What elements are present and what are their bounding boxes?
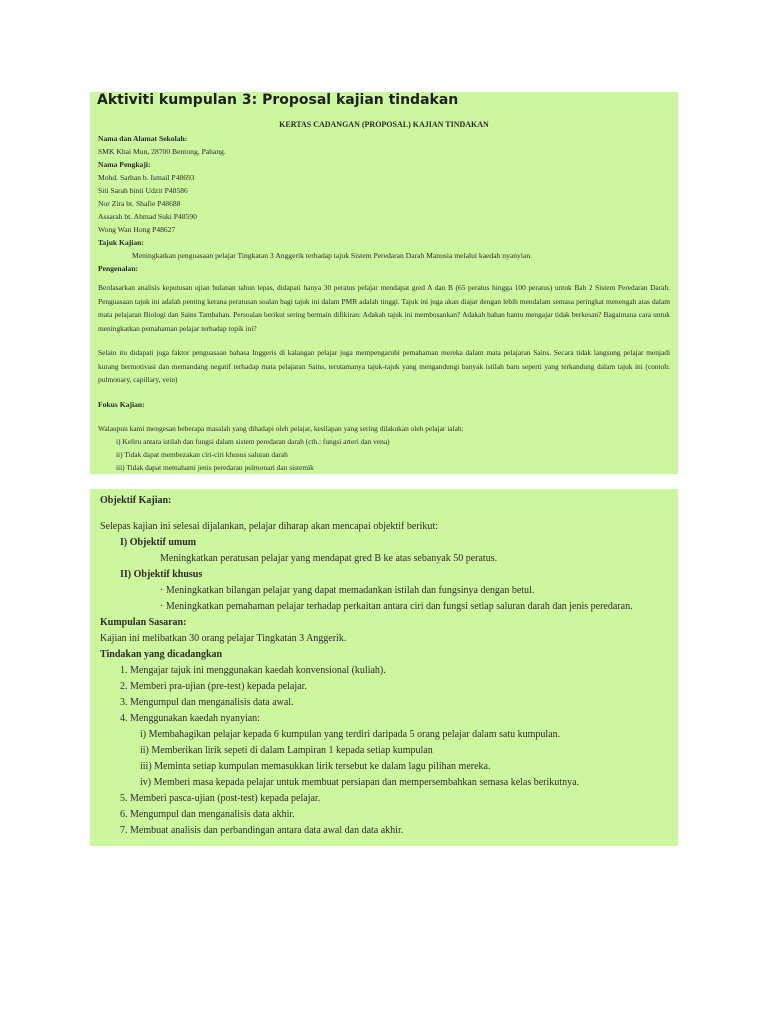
proposal-panel [90, 92, 678, 474]
intro-paragraph-1: Berdasarkan analisis keputusan ujian bulanan tahun lepas, didapati hanya 30 peratus pelajar mendapat gred A dan B (65 peratus hingga 100 peratus) untuk Bab 2 Sistem Peredaran Darah. Penguasaan tajuk ini adalah penting kerana peratusan soalan bagi tajuk ini dalam PMR adalah tinggi. Tajuk ini juga akan diajar dengan lebih mendalam semasa peringkat menengah atas dalam mata pelajaran Biologi dan Sains Tambahan. Persoalan berikut sering bermain difikiran: Adakah tajuk ini membosankan? Adakah bahan bantu mengajar tidak berkesan? Bagaimana cara untuk meningkatkan pemahaman pelajar terhadap topik ini? [98, 283, 670, 333]
focus-item: i) Keliru antara istilah dan fungsi dalam sistem peredaran darah (cth.: fungsi arteri dan vena) [116, 437, 390, 446]
actions-label: Tindakan yang dicadangkan [100, 649, 223, 660]
topic-label: Tajuk Kajian: [98, 238, 144, 247]
sub-action-item: iv) Memberi masa kepada pelajar untuk membuat persiapan dan mempersembahkan semasa kelas berikutnya. [140, 777, 580, 788]
focus-item: ii) Tidak dapat membezakan ciri-ciri khusus saluran darah [116, 450, 288, 459]
school-label: Nama dan Alamat Sekolah: [98, 134, 188, 143]
focus-intro: Walaupun kami mengesan beberapa masalah yang dihadapi oleh pelajar, kesilapan yang sering dilakukan oleh pelajar ialah: [98, 424, 464, 433]
intro-label: Pengenalan: [98, 264, 139, 273]
action-item: 4. Menggunakan kaedah nyanyian: [120, 713, 260, 724]
objective-intro: Selepas kajian ini selesai dijalankan, pelajar diharap akan mencapai objektif berikut: [100, 521, 438, 532]
focus-label-text: Fokus Kajian: [98, 400, 145, 409]
objectives-panel [90, 489, 678, 846]
researcher-label: Nama Pengkaji: [98, 160, 151, 169]
objective-label: Objektif Kajian: [100, 495, 172, 506]
school-value: SMK Khai Mun, 28700 Bentong, Pahang. [98, 147, 226, 156]
action-item: 2. Memberi pra-ujian (pre-test) kepada pelajar. [120, 681, 307, 692]
action-item: 7. Membuat analisis dan perbandingan antara data awal dan data akhir. [120, 825, 404, 836]
sub-action-item: ii) Memberikan lirik sepeti di dalam Lampiran 1 kepada setiap kumpulan [140, 745, 433, 756]
focus-item: iii) Tidak dapat memahami jenis peredaran pulmonari dan sistemik [116, 463, 314, 472]
focus-label [98, 398, 670, 411]
focus-block [98, 422, 670, 474]
specific-objective-item: · Meningkatkan pemahaman pelajar terhadap perkaitan antara ciri dan fungsi setiap saluran darah dan jenis peredaran. [160, 601, 633, 612]
sub-action-item: i) Membahagikan pelajar kepada 6 kumpulan yang terdiri daripada 5 orang pelajar dalam satu kumpulan. [140, 729, 561, 740]
researcher-name: Wong Wan Hong P48627 [98, 225, 176, 234]
document-heading: KERTAS CADANGAN (PROPOSAL) KAJIAN TINDAKAN [279, 120, 489, 129]
sub-action-item: iii) Meminta setiap kumpulan memasukkan lirik tersebut ke dalam lagu pilihan mereka. [140, 761, 491, 772]
page-title: Aktiviti kumpulan 3: Proposal kajian tindakan [97, 92, 459, 108]
researcher-name: Assarah bt. Ahmad Suki P48590 [98, 212, 197, 221]
intro-paragraph-2 [98, 346, 670, 387]
specific-objective-item: · Meningkatkan bilangan pelajar yang dapat memadankan istilah dan fungsinya dengan betul. [160, 585, 535, 596]
objectives-block [100, 493, 668, 839]
target-label: Kumpulan Sasaran: [100, 617, 187, 628]
intro-paragraph-2-text: Selain itu didapati juga faktor penguasaan bahasa Inggeris di kalangan pelajar juga mempengaruhi pemahaman mereka dalam mata pelajaran Sains. Secara tidak langsung pelajar menjadi kurang bermotivasi dan memandang negatif terhadap mata pelajaran Sains, terutamanya tajuk-tajuk yang mengandungi banyak istilah baru seperti yang terkandung dalam tajuk ini (contoh: pulmonary, capillary, vein) [98, 348, 670, 384]
topic-value: Meningkatkan penguasaan pelajar Tingkatan 3 Anggerik terhadap tajuk Sistem Peredaran Darah Manusia melalui kaedah nyanyian. [132, 251, 533, 260]
researcher-name: Nor Zira bt. Shafie P48688 [98, 199, 181, 208]
general-objective-label: I) Objektif umum [120, 537, 197, 548]
target-text: Kajian ini melibatkan 30 orang pelajar Tingkatan 3 Anggerik. [100, 633, 347, 644]
researcher-name: Siti Sarah binti Udzir P48586 [98, 186, 188, 195]
general-objective-text: Meningkatkan peratusan pelajar yang mendapat gred B ke atas sebanyak 50 peratus. [160, 553, 498, 564]
researcher-name: Mohd. Sarhan b. Ismail P48693 [98, 173, 195, 182]
action-item: 3. Mengumpul dan menganalisis data awal. [120, 697, 294, 708]
identity-block [98, 132, 670, 275]
action-item: 6. Mengumpul dan menganalisis data akhir. [120, 809, 295, 820]
action-item: 5. Memberi pasca-ujian (post-test) kepada pelajar. [120, 793, 321, 804]
action-item: 1. Mengajar tajuk ini menggunakan kaedah konvensional (kuliah). [120, 665, 386, 676]
specific-objective-label: II) Objektif khusus [120, 569, 203, 580]
